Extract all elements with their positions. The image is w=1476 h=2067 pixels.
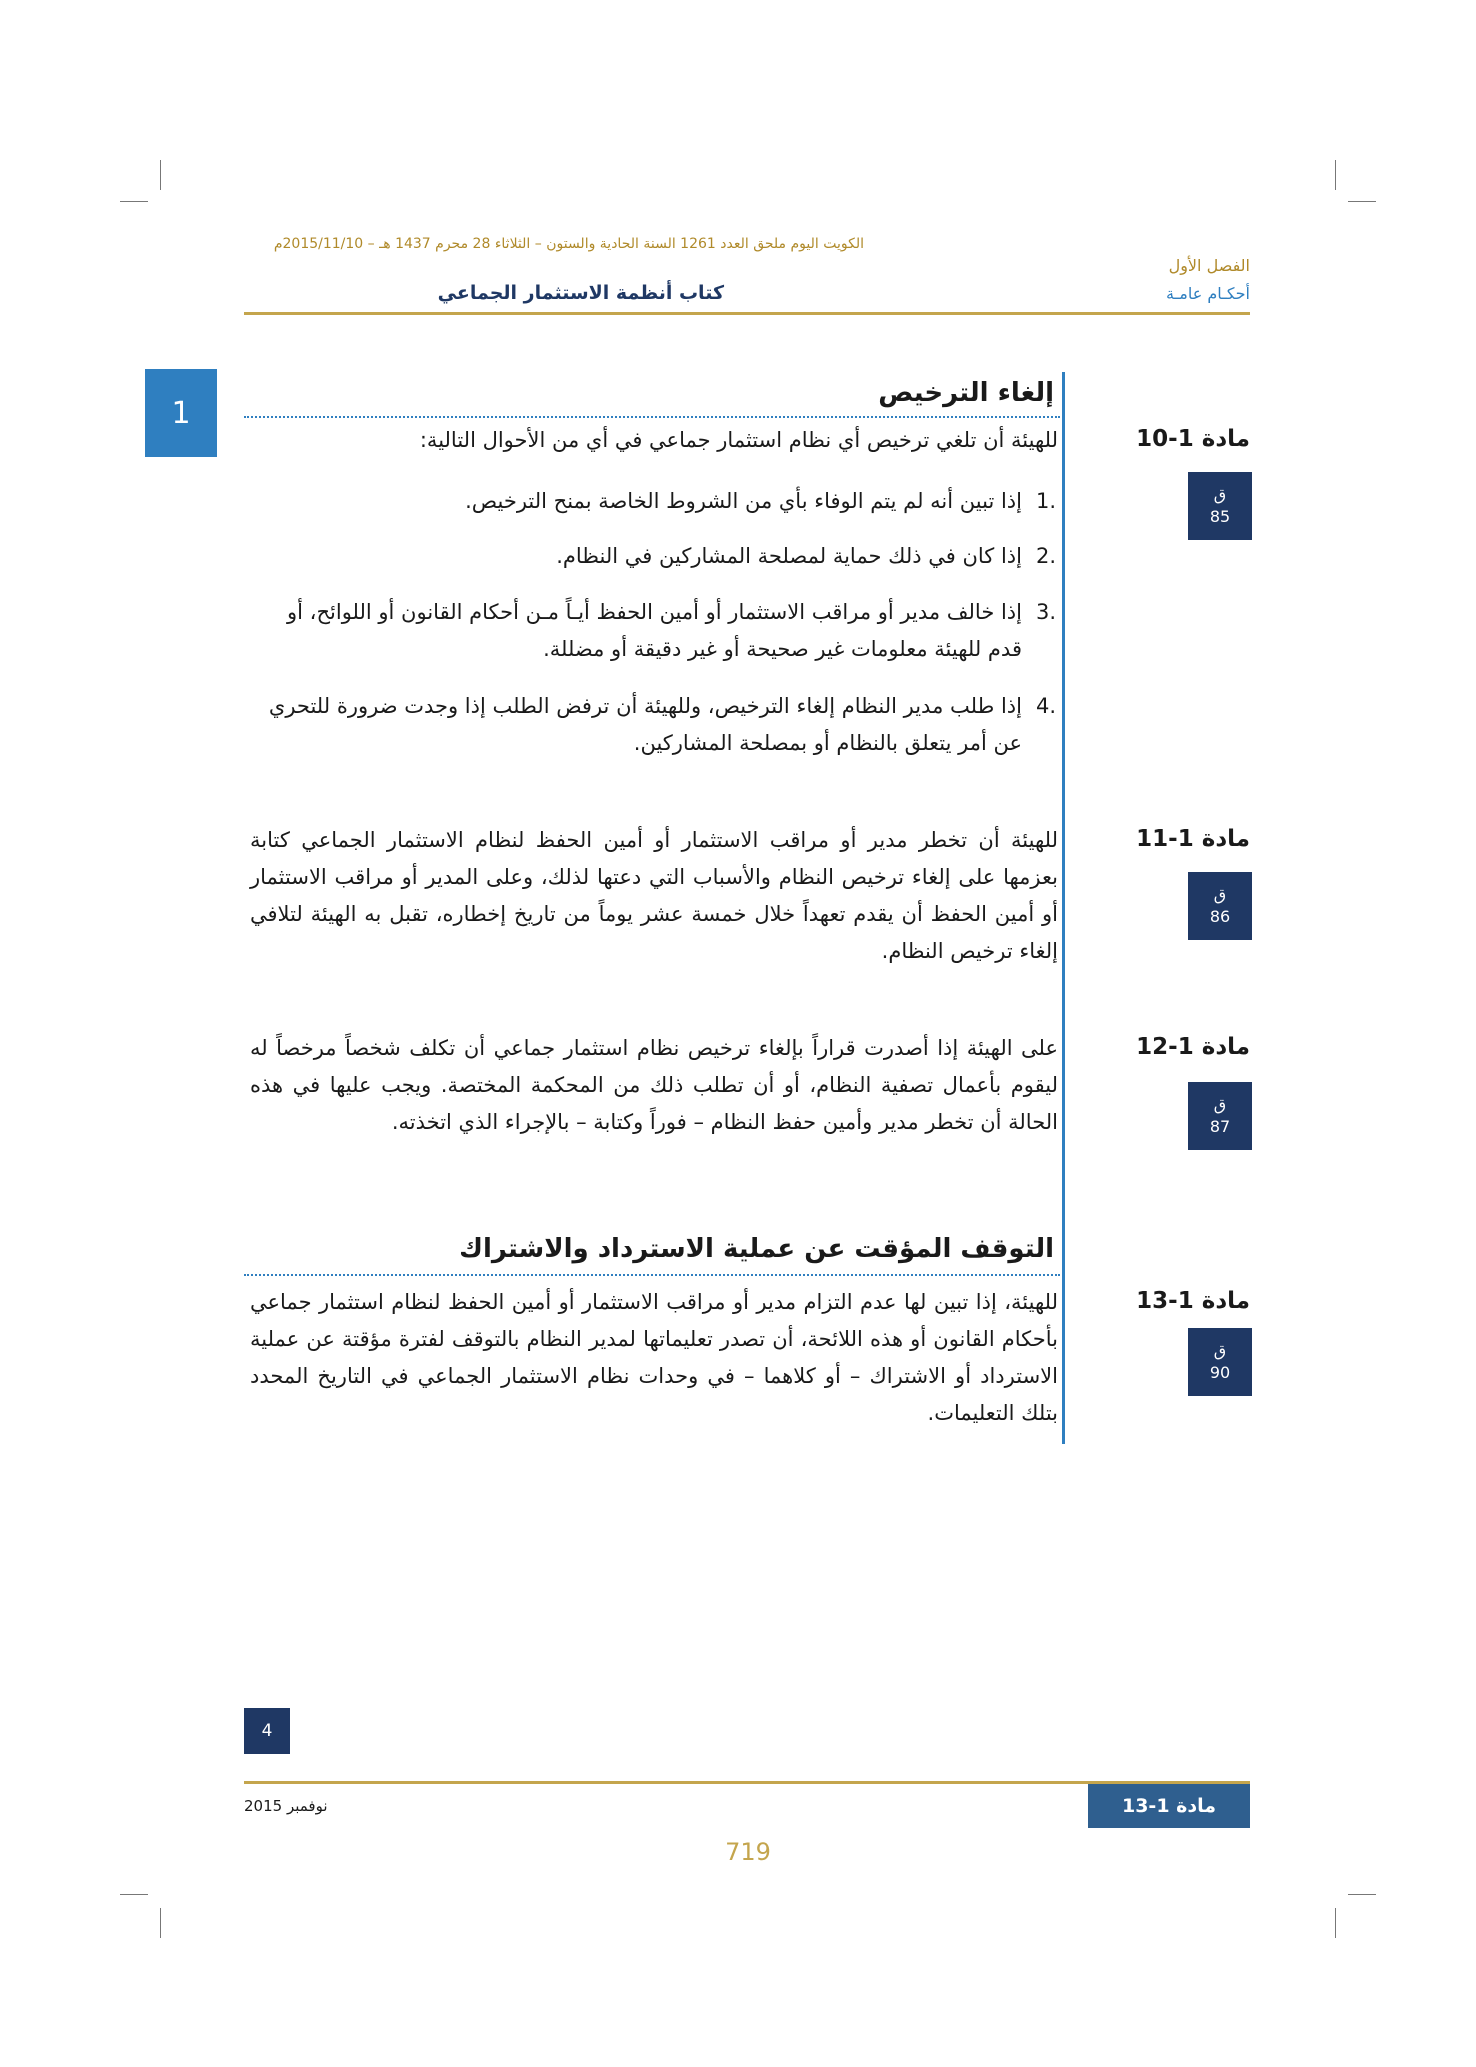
law-reference-letter: ق — [1213, 885, 1227, 904]
list-item: إذا تبين أنه لم يتم الوفاء بأي من الشروط الخاصة بمنح الترخيص. — [465, 489, 1022, 513]
law-reference-letter: ق — [1213, 485, 1227, 504]
law-reference-number: 90 — [1209, 1363, 1231, 1382]
chapter-label: الفصل الأول — [1168, 256, 1250, 275]
chapter-number-tab: 1 — [145, 369, 217, 457]
law-reference-box — [1188, 472, 1252, 540]
section-dotted-divider — [244, 416, 1060, 418]
law-reference-letter: ق — [1213, 1095, 1227, 1114]
law-reference-number: 86 — [1209, 907, 1231, 926]
page-number: 719 — [725, 1838, 771, 1866]
section-label: أحكـام عامـة — [1166, 284, 1250, 303]
law-reference-number: 87 — [1209, 1117, 1231, 1136]
article-label: مادة 1-12 — [1136, 1034, 1250, 1060]
article-text: للهيئة، إذا تبين لها عدم التزام مدير أو مراقب الاستثمار أو أمين الحفظ لنظام استثمار جماعي بأحكام القانون أو هذه اللائحة، أن تصدر تعليماتها لمدير النظام بالتوقف لفترة مؤقتة عن عملية الاسترداد أو الاشتراك – أو كلاهما – في وحدات نظام الاستثمار الجماعي في التاريخ المحدد بتلك التعليمات. — [250, 1290, 1058, 1425]
section-dotted-divider — [244, 1274, 1060, 1276]
list-item: إذا طلب مدير النظام إلغاء الترخيص، وللهيئة أن ترفض الطلب إذا وجدت ضرورة للتحري عن أمر يتعلق بالنظام أو بمصلحة المشاركين. — [268, 694, 1022, 755]
book-title: كتاب أنظمة الاستثمار الجماعي — [437, 282, 724, 304]
crop-mark — [1348, 201, 1376, 202]
footer-date: نوفمبر 2015 — [244, 1797, 328, 1815]
section-title: إلغاء الترخيص — [878, 378, 1054, 408]
crop-mark — [120, 201, 148, 202]
header-divider — [244, 312, 1250, 315]
list-item: إذا خالف مدير أو مراقب الاستثمار أو أمين الحفظ أيـاً مـن أحكام القانون أو اللوائح، أو قدم للهيئة معلومات غير صحيحة أو غير دقيقة أو مضللة. — [287, 600, 1022, 661]
page-box: 4 — [244, 1708, 290, 1754]
law-reference-box — [1188, 1328, 1252, 1396]
crop-mark — [120, 1894, 148, 1895]
list-item-number: .1 — [1035, 489, 1056, 513]
list-item-number: .4 — [1035, 694, 1056, 718]
crop-mark — [1335, 160, 1336, 190]
article-intro: للهيئة أن تلغي ترخيص أي نظام استثمار جماعي في أي من الأحوال التالية: — [419, 428, 1058, 452]
list-item-number: .2 — [1035, 544, 1056, 568]
content-vertical-rule — [1062, 372, 1065, 1444]
article-label: مادة 1-10 — [1136, 426, 1250, 452]
list-item: إذا كان في ذلك حماية لمصلحة المشاركين في النظام. — [556, 544, 1022, 568]
article-label: مادة 1-13 — [1136, 1288, 1250, 1314]
crop-mark — [1348, 1894, 1376, 1895]
crop-mark — [160, 1908, 161, 1938]
article-text: للهيئة أن تخطر مدير أو مراقب الاستثمار أو أمين الحفظ لنظام الاستثمار الجماعي كتابة بعزمها على إلغاء ترخيص النظام والأسباب التي دعتها لذلك، وعلى المدير أو مراقب الاستثمار أو أمين الحفظ أن يقدم تعهداً خلال خمسة عشر يوماً من تاريخ إخطاره، تقبل به الهيئة لتلافي إلغاء ترخيص النظام. — [250, 828, 1058, 963]
crop-mark — [160, 160, 161, 190]
crop-mark — [1335, 1908, 1336, 1938]
law-reference-box — [1188, 1082, 1252, 1150]
law-reference-number: 85 — [1209, 507, 1231, 526]
section-title: التوقف المؤقت عن عملية الاسترداد والاشتراك — [459, 1234, 1054, 1264]
list-item-number: .3 — [1035, 600, 1056, 624]
article-label: مادة 1-11 — [1136, 826, 1250, 852]
law-reference-letter: ق — [1213, 1341, 1227, 1360]
law-reference-box — [1188, 872, 1252, 940]
newspaper-header-line: الكويت اليوم ملحق العدد 1261 السنة الحادية والستون – الثلاثاء 28 محرم 1437 هـ – 2015/11/10م — [273, 236, 864, 252]
article-text: على الهيئة إذا أصدرت قراراً بإلغاء ترخيص نظام استثمار جماعي أن تكلف شخصاً مرخصاً له ليقوم بأعمال تصفية النظام، أو أن تطلب ذلك من المحكمة المختصة. ويجب عليها في هذه الحالة أن تخطر مدير وأمين حفظ النظام – فوراً وكتابة – بالإجراء الذي اتخذته. — [250, 1036, 1058, 1134]
footer-article-badge: مادة 1-13 — [1088, 1784, 1250, 1828]
